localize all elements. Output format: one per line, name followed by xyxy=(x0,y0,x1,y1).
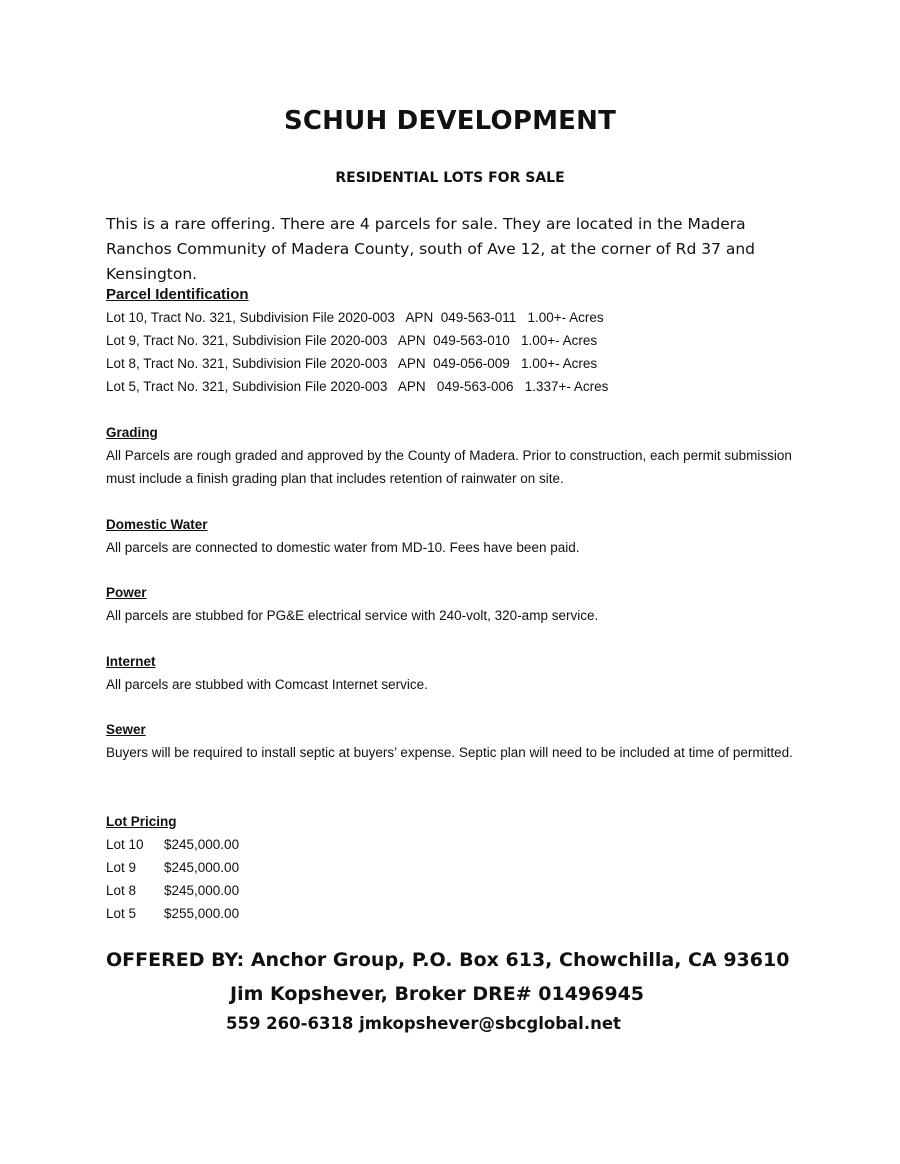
parcel-identification-heading: Parcel Identification xyxy=(106,286,249,303)
price-value: $255,000.00 xyxy=(164,906,240,921)
intro-paragraph: This is a rare offering. There are 4 parcels for sale. They are located in the Madera Ranchos Community of Madera County, south of Ave 12, at the corner of Rd 37 and Kensington. xyxy=(106,215,756,283)
price-row xyxy=(106,879,806,902)
parcel-line: Lot 8, Tract No. 321, Subdivision File 2020-003 APN 049-056-009 1.00+- Acres xyxy=(106,356,598,371)
domestic-water-text: All parcels are connected to domestic water from MD-10. Fees have been paid. xyxy=(106,540,580,555)
lot-pricing-section xyxy=(106,811,806,925)
sewer-section xyxy=(106,719,806,764)
grading-heading: Grading xyxy=(106,425,158,440)
internet-text: All parcels are stubbed with Comcast Internet service. xyxy=(106,677,428,692)
page-subtitle: RESIDENTIAL LOTS FOR SALE xyxy=(335,170,565,186)
parcel-line: Lot 5, Tract No. 321, Subdivision File 2020-003 APN 049-563-006 1.337+- Acres xyxy=(106,379,609,394)
grading-text: All Parcels are rough graded and approved by the County of Madera. Prior to construction, each permit submission must include a finish grading plan that includes retention of rainwater on site. xyxy=(106,448,792,486)
price-value: $245,000.00 xyxy=(164,883,240,898)
price-row xyxy=(106,856,806,879)
internet-heading: Internet xyxy=(106,654,156,669)
parcel-identification-section xyxy=(106,284,806,398)
offered-by-line: OFFERED BY: Anchor Group, P.O. Box 613, Chowchilla, CA 93610 xyxy=(106,949,790,971)
price-value: $245,000.00 xyxy=(164,860,240,875)
page-title: SCHUH DEVELOPMENT xyxy=(283,106,617,136)
lot-pricing-heading: Lot Pricing xyxy=(106,814,177,829)
sewer-heading: Sewer xyxy=(106,722,146,737)
internet-section xyxy=(106,651,806,696)
price-row xyxy=(106,833,806,856)
sewer-text: Buyers will be required to install septic at buyers’ expense. Septic plan will need to be included at time of permitted. xyxy=(106,745,793,760)
price-row xyxy=(106,902,806,925)
price-value: $245,000.00 xyxy=(164,837,240,852)
domestic-water-heading: Domestic Water xyxy=(106,517,208,532)
domestic-water-section xyxy=(106,514,806,559)
broker-line: Jim Kopshever, Broker DRE# 01496945 xyxy=(230,983,645,1005)
price-lot: Lot 5 xyxy=(106,906,137,921)
power-heading: Power xyxy=(106,585,147,600)
contact-line: 559 260-6318 jmkopshever@sbcglobal.net xyxy=(226,1014,621,1033)
power-section xyxy=(106,582,806,627)
parcel-line: Lot 10, Tract No. 321, Subdivision File 2020-003 APN 049-563-011 1.00+- Acres xyxy=(106,310,604,325)
parcel-line: Lot 9, Tract No. 321, Subdivision File 2020-003 APN 049-563-010 1.00+- Acres xyxy=(106,333,598,348)
price-lot: Lot 10 xyxy=(106,837,144,852)
power-text: All parcels are stubbed for PG&E electrical service with 240-volt, 320-amp service. xyxy=(106,608,599,623)
price-lot: Lot 9 xyxy=(106,860,137,875)
price-lot: Lot 8 xyxy=(106,883,137,898)
grading-section xyxy=(106,422,806,490)
